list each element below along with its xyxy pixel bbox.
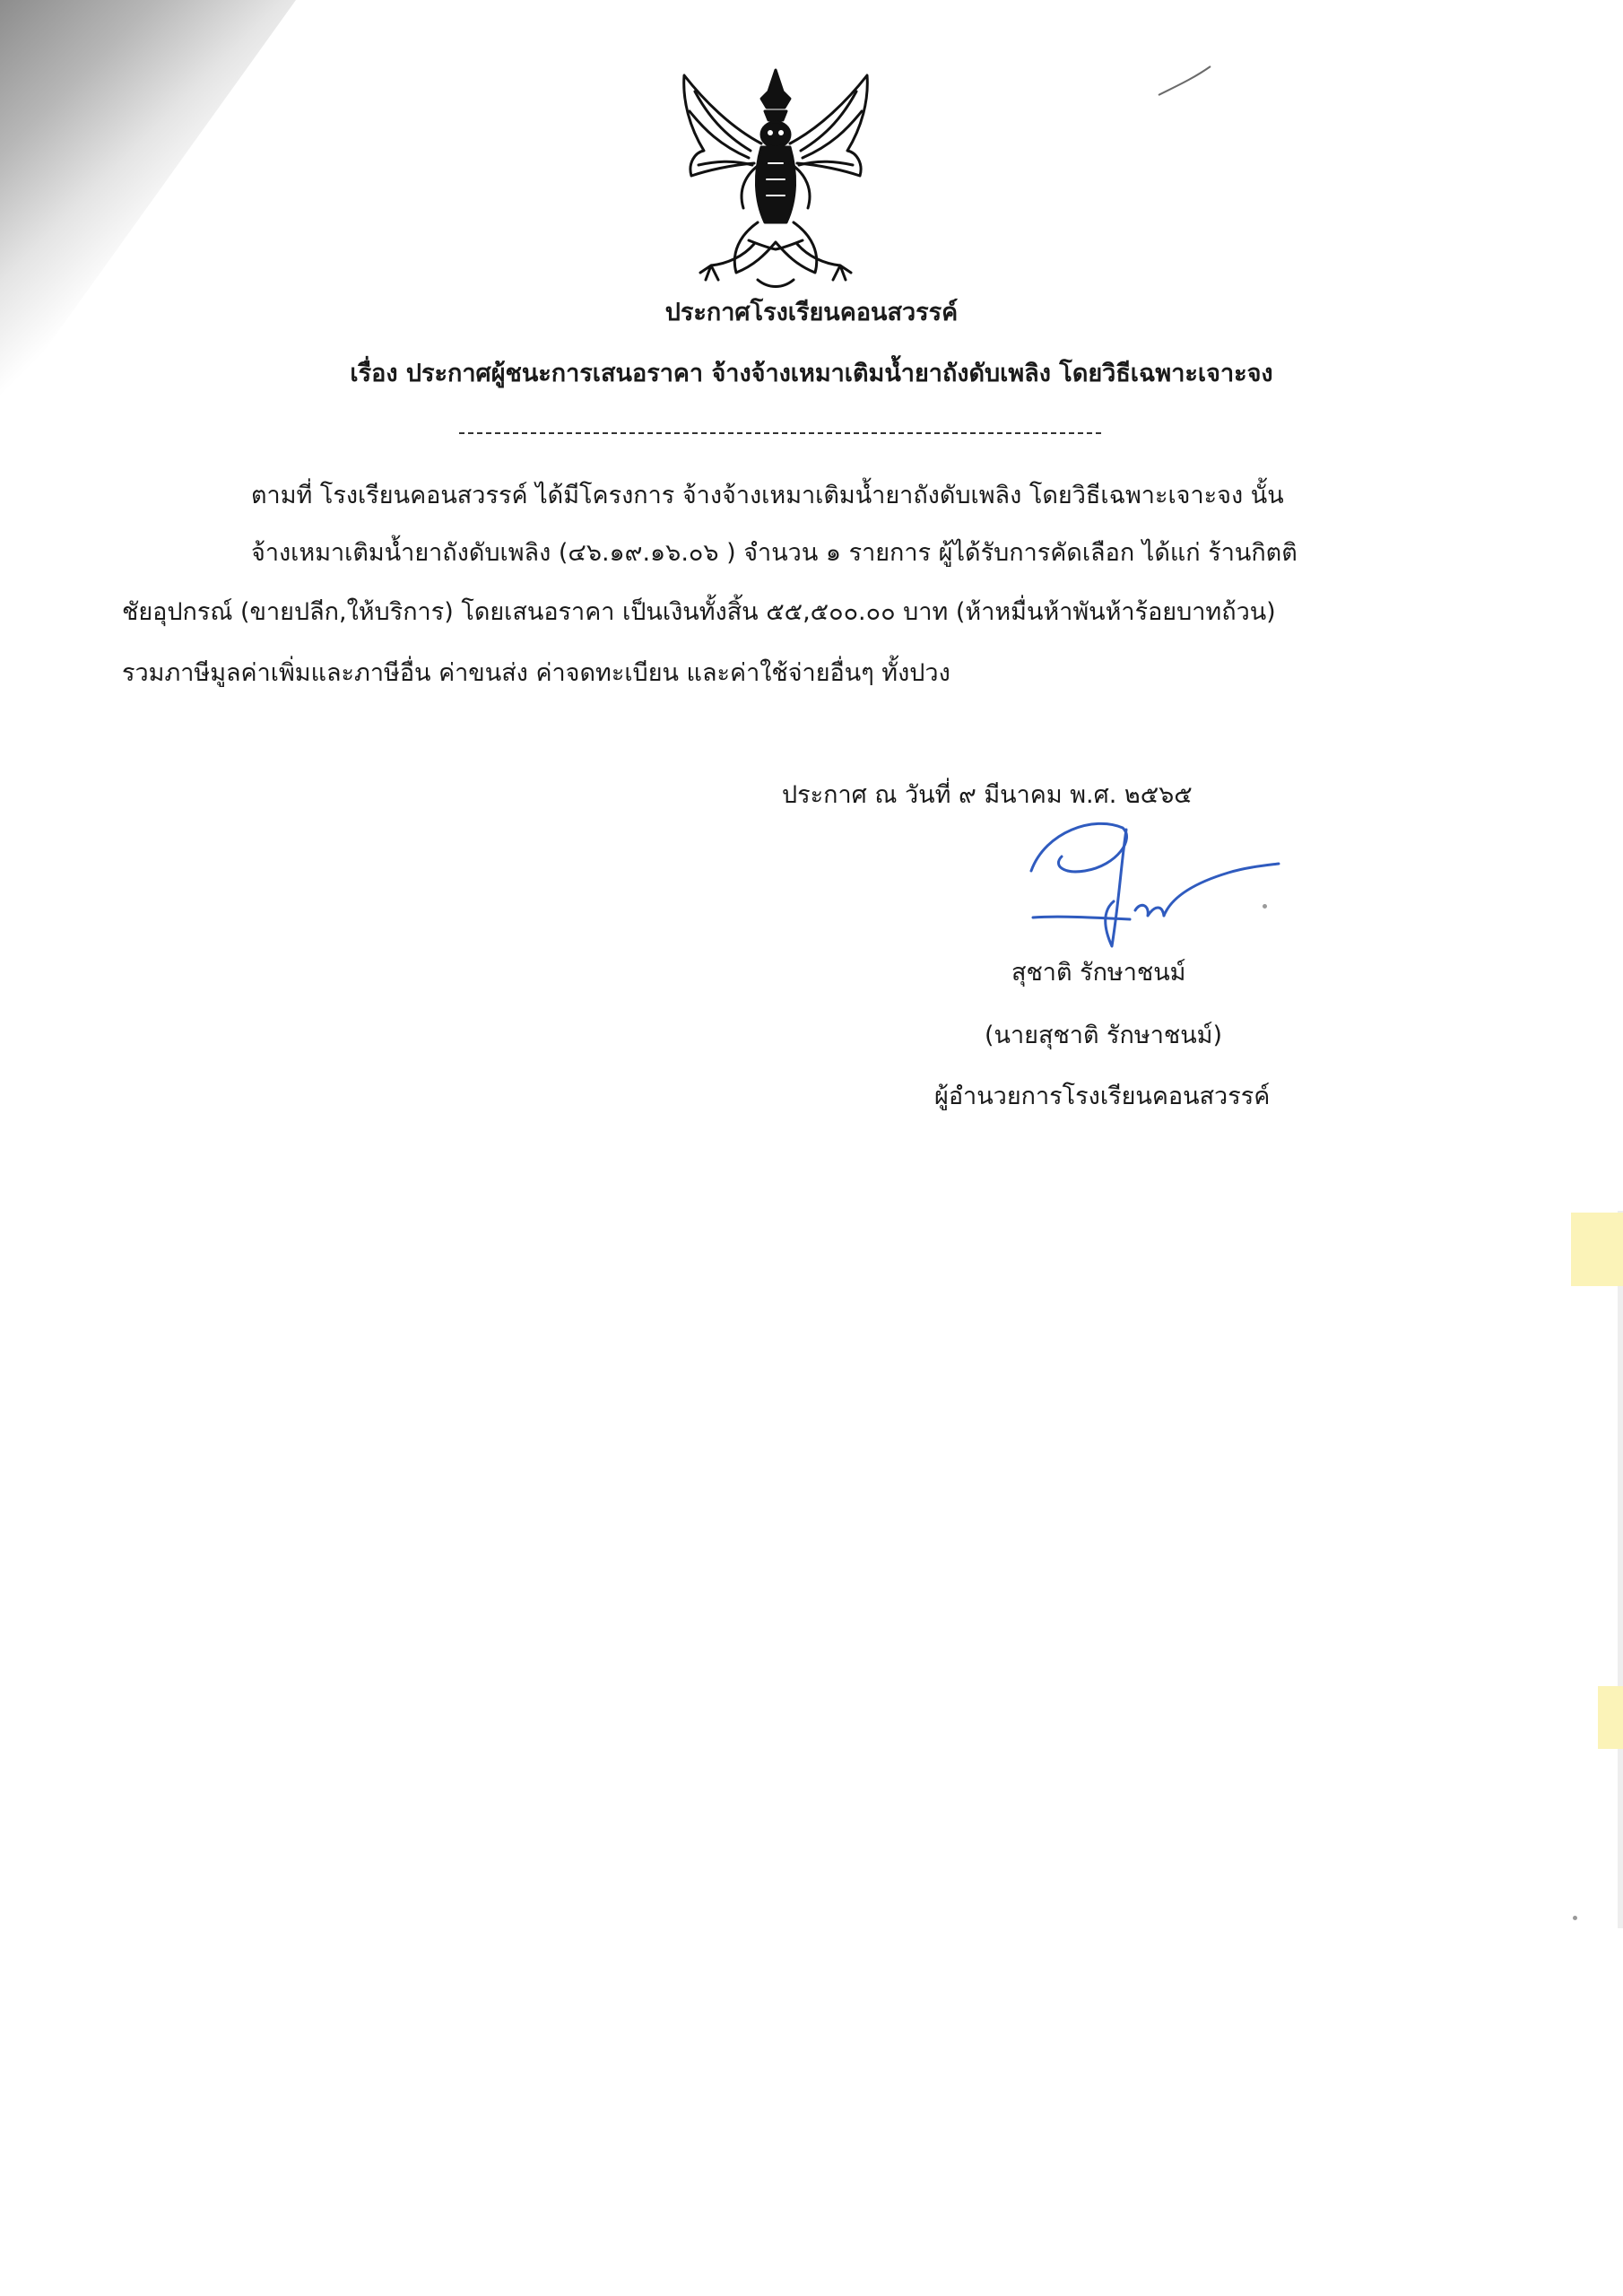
announcement-subject: เรื่อง ประกาศผู้ชนะการเสนอราคา จ้างจ้างเหมาเติมน้ำยาถังดับเพลิง โดยวิธีเฉพาะเจาะจง: [350, 360, 1273, 387]
body-line: จ้างเหมาเติมน้ำยาถังดับเพลิง (๔๖.๑๙.๑๖.๐๖ ) จำนวน ๑ รายการ ผู้ได้รับการคัดเลือก ได้แก่ ร้านกิตติ: [251, 539, 1298, 567]
scan-shadow: [0, 0, 296, 413]
separator-line: [459, 432, 1101, 434]
signer-name: สุชาติ รักษาชนม์: [1011, 959, 1186, 987]
signer-full-name: (นายสุชาติ รักษาชนม์): [985, 1022, 1222, 1049]
pen-scratch: [1157, 63, 1214, 99]
sticky-tab: [1571, 1213, 1623, 1286]
announcement-date: ประกาศ ณ วันที่ ๙ มีนาคม พ.ศ. ๒๕๖๕: [782, 781, 1193, 809]
signer-position: ผู้อำนวยการโรงเรียนคอนสวรรค์: [934, 1083, 1271, 1110]
body-line: ชัยอุปกรณ์ (ขายปลีก,ให้บริการ) โดยเสนอราคา เป็นเงินทั้งสิ้น ๕๕,๕๐๐.๐๐ บาท (ห้าหมื่นห้าพันห้าร้อยบาทถ้วน): [122, 598, 1276, 626]
sticky-tab: [1598, 1686, 1623, 1749]
scan-speck: [1573, 1916, 1577, 1920]
announcement-title: ประกาศโรงเรียนคอนสวรรค์: [664, 299, 959, 326]
garuda-emblem-icon: [668, 65, 883, 300]
handwritten-signature: [959, 812, 1282, 964]
body-line: รวมภาษีมูลค่าเพิ่มและภาษีอื่น ค่าขนส่ง ค่าจดทะเบียน และค่าใช้จ่ายอื่นๆ ทั้งปวง: [122, 659, 950, 687]
body-line: ตามที่ โรงเรียนคอนสวรรค์ ได้มีโครงการ จ้างจ้างเหมาเติมน้ำยาถังดับเพลิง โดยวิธีเฉพาะเจาะจง นั้น: [251, 482, 1284, 509]
page-edge: [1618, 1211, 1623, 1928]
